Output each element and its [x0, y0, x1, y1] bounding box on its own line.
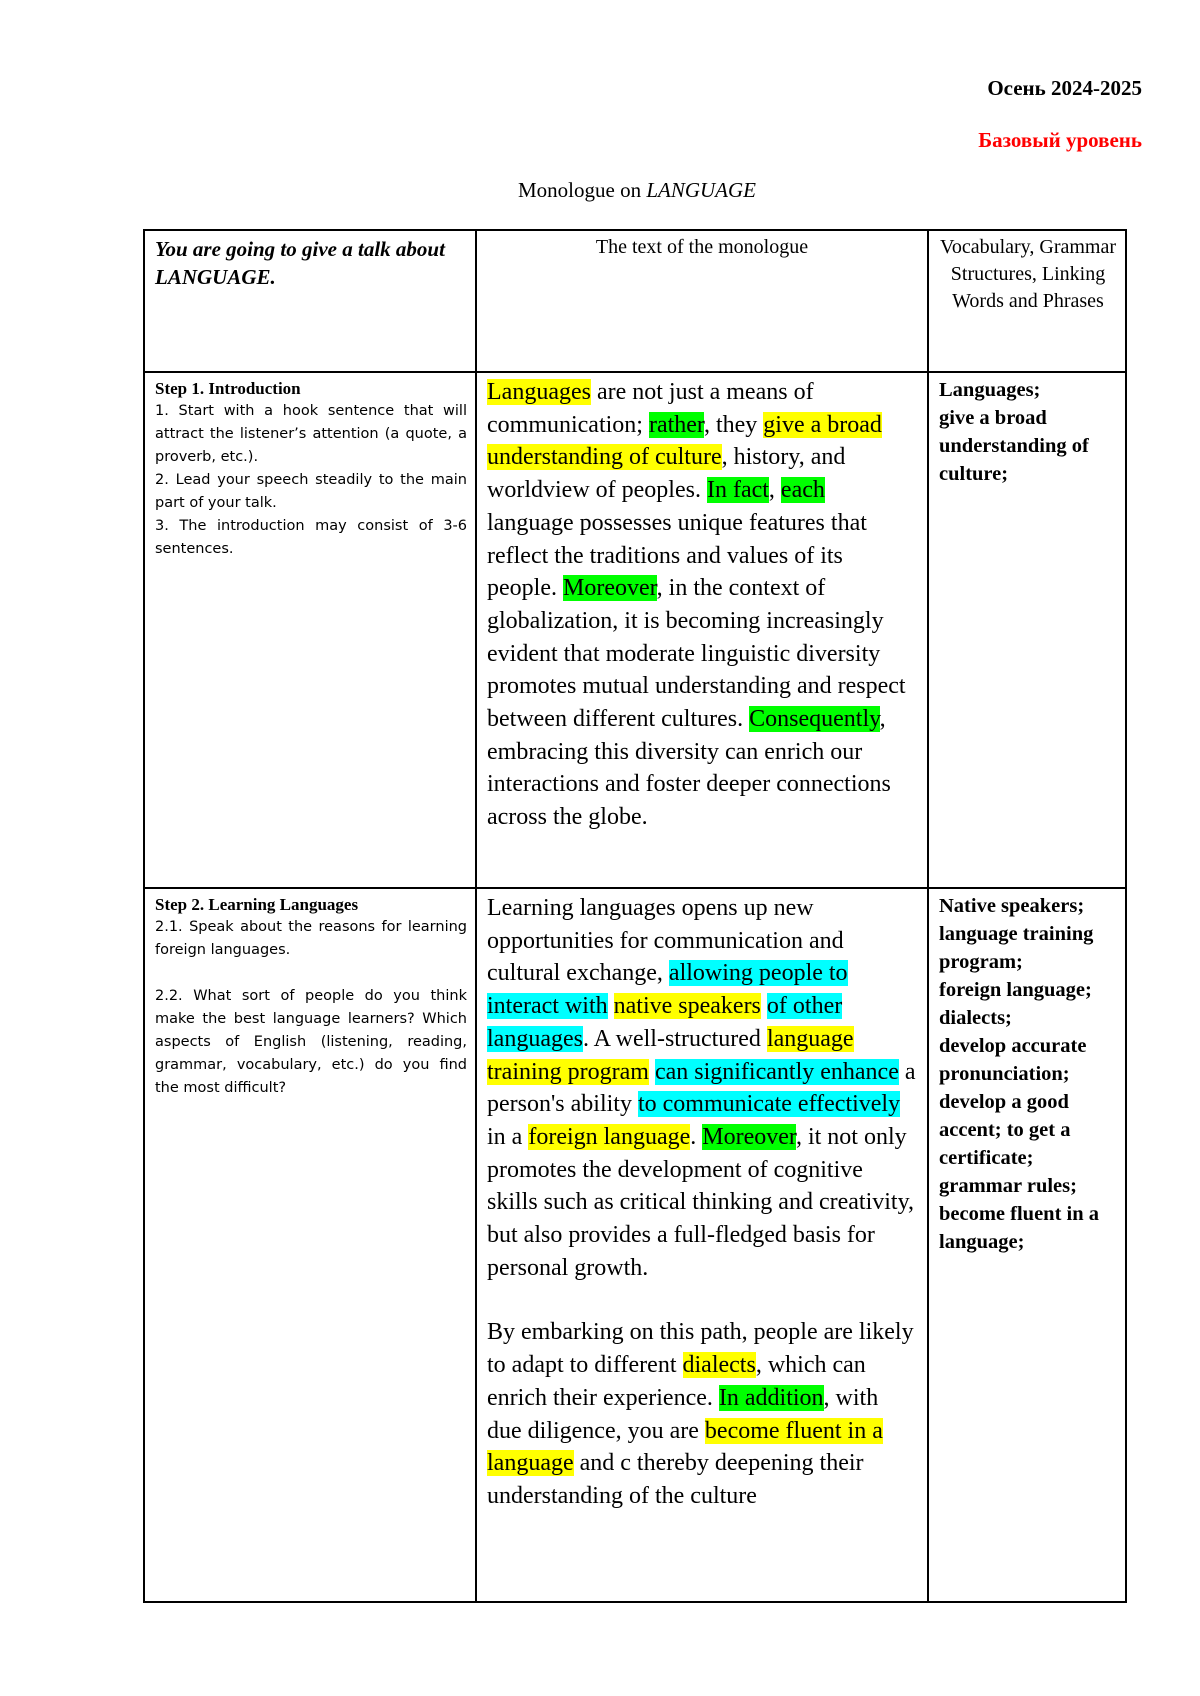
linking-highlight: each [780, 477, 825, 504]
monologue-cell [476, 372, 928, 888]
text-segment: and c thereby deepening their understanding of the culture [487, 1450, 864, 1509]
vocab-item: Languages; [939, 379, 1041, 401]
text-segment: , it not only promotes the development of cognitive skills such as critical thinking and creativity, but also provides a full-fledged basis for personal growth. [487, 1123, 915, 1281]
vocabulary-highlight: become fluent in a language [487, 1417, 883, 1477]
table-row [144, 372, 1126, 888]
vocab-item: foreign language; [939, 979, 1092, 1001]
text-segment: in a [487, 1123, 529, 1150]
instruction-item: 2.1. Speak about the reasons for learning foreign languages. [155, 919, 467, 958]
instruction-item: 2. Lead your speech steadily to the main part of your talk. [155, 472, 467, 511]
vocabulary-highlight: Languages [487, 379, 591, 405]
monologue-table [143, 229, 1127, 1603]
table-row [144, 888, 1126, 1602]
monologue-paragraph [487, 1316, 917, 1512]
instruction-gap [155, 962, 467, 985]
text-segment: . A well-structured [582, 1025, 767, 1052]
instruction-item: 2.2. What sort of people do you think make the best language learners? Which aspects of English (listening, reading, grammar, vocabulary, etc.) do you find the most difficult? [155, 988, 467, 1096]
monologue-paragraph [487, 892, 917, 1284]
header-task: You are going to give a talk about LANGUAGE. [144, 230, 476, 372]
vocab-item: grammar rules; [939, 1175, 1077, 1197]
instruction-item: 3. The introduction may consist of 3-6 sentences. [155, 518, 467, 557]
linking-highlight: Moreover [562, 575, 657, 602]
text-segment: , they [703, 411, 764, 438]
step-title: Step 2. Learning Languages [155, 895, 359, 914]
grammar-highlight: can significantly enhance [654, 1058, 899, 1085]
vocab-item: develop accurate pronunciation; [939, 1035, 1087, 1085]
linking-highlight: Consequently [749, 706, 880, 733]
vocabulary-highlight: native speakers [613, 993, 761, 1020]
monologue-paragraph [487, 376, 917, 834]
step-title: Step 1. Introduction [155, 379, 301, 398]
vocab-cell [928, 888, 1126, 1602]
monologue-cell [476, 888, 928, 1602]
vocab-item: give a broad understanding of culture; [939, 407, 1089, 485]
text-segment: , history, and worldview of peoples. [487, 444, 846, 504]
text-segment: are not just a means of communication; [487, 379, 814, 438]
vocab-item: become fluent in a language; [939, 1203, 1099, 1253]
vocab-item: language training program; [939, 923, 1094, 973]
grammar-highlight: of other languages [487, 993, 843, 1052]
vocabulary-highlight: language training program [487, 1025, 854, 1085]
title-topic: LANGUAGE [646, 178, 756, 202]
text-segment: , embracing this diversity can enrich our interactions and foster deeper connections across the globe. [487, 706, 891, 831]
text-segment: , in the context of globalization, it is becoming increasingly evident that moderate linguistic diversity promotes mutual understanding and respect between different cultures. [487, 575, 906, 733]
text-segment [608, 993, 614, 1019]
instruction-item: 1. Start with a hook sentence that will attract the listener’s attention (a quote, a proverb, etc.). [155, 403, 467, 465]
text-segment: , [768, 477, 781, 504]
step-cell [144, 372, 476, 888]
vocabulary-highlight: dialects [682, 1352, 756, 1379]
document-title [0, 178, 1200, 203]
header-vocab: Vocabulary, Grammar Structures, Linking Words and Phrases [928, 230, 1126, 372]
text-segment: , with due diligence, you are [487, 1384, 879, 1444]
vocabulary-highlight: foreign language [528, 1123, 691, 1150]
linking-highlight: In addition [718, 1384, 824, 1411]
table-header-row [144, 230, 1126, 372]
linking-highlight: Moreover [702, 1123, 796, 1150]
vocab-item: dialects; [939, 1007, 1012, 1029]
vocab-cell [928, 372, 1126, 888]
grammar-highlight: allowing people to interact with [487, 960, 848, 1020]
title-prefix: Monologue on [518, 178, 647, 202]
step-instructions [155, 916, 467, 1100]
text-segment: Learning languages opens up new opportunities for communication and cultural exchange, [487, 895, 844, 987]
vocabulary-highlight: give a broad understanding of culture [487, 411, 882, 471]
vocab-item: Native speakers; [939, 895, 1085, 917]
step-instructions [155, 400, 467, 561]
level-label: Базовый уровень [978, 128, 1142, 152]
grammar-highlight: to communicate effectively [637, 1091, 901, 1118]
linking-highlight: rather [648, 411, 704, 438]
paragraph-gap [487, 1284, 917, 1316]
vocab-item: develop a good accent; to get a certificate; [939, 1091, 1071, 1169]
step-cell [144, 888, 476, 1602]
linking-highlight: In fact [706, 477, 769, 504]
text-segment: a person's ability [487, 1058, 916, 1118]
text-segment: . [690, 1123, 703, 1150]
text-segment: By embarking on this path, people are likely to adapt to different [487, 1319, 914, 1379]
semester-label: Осень 2024-2025 [987, 76, 1142, 100]
header-text: The text of the monologue [476, 230, 928, 372]
text-segment: , which can enrich their experience. [487, 1352, 866, 1411]
text-segment: language possesses unique features that reflect the traditions and values of its people. [487, 509, 867, 602]
text-segment [761, 993, 767, 1019]
